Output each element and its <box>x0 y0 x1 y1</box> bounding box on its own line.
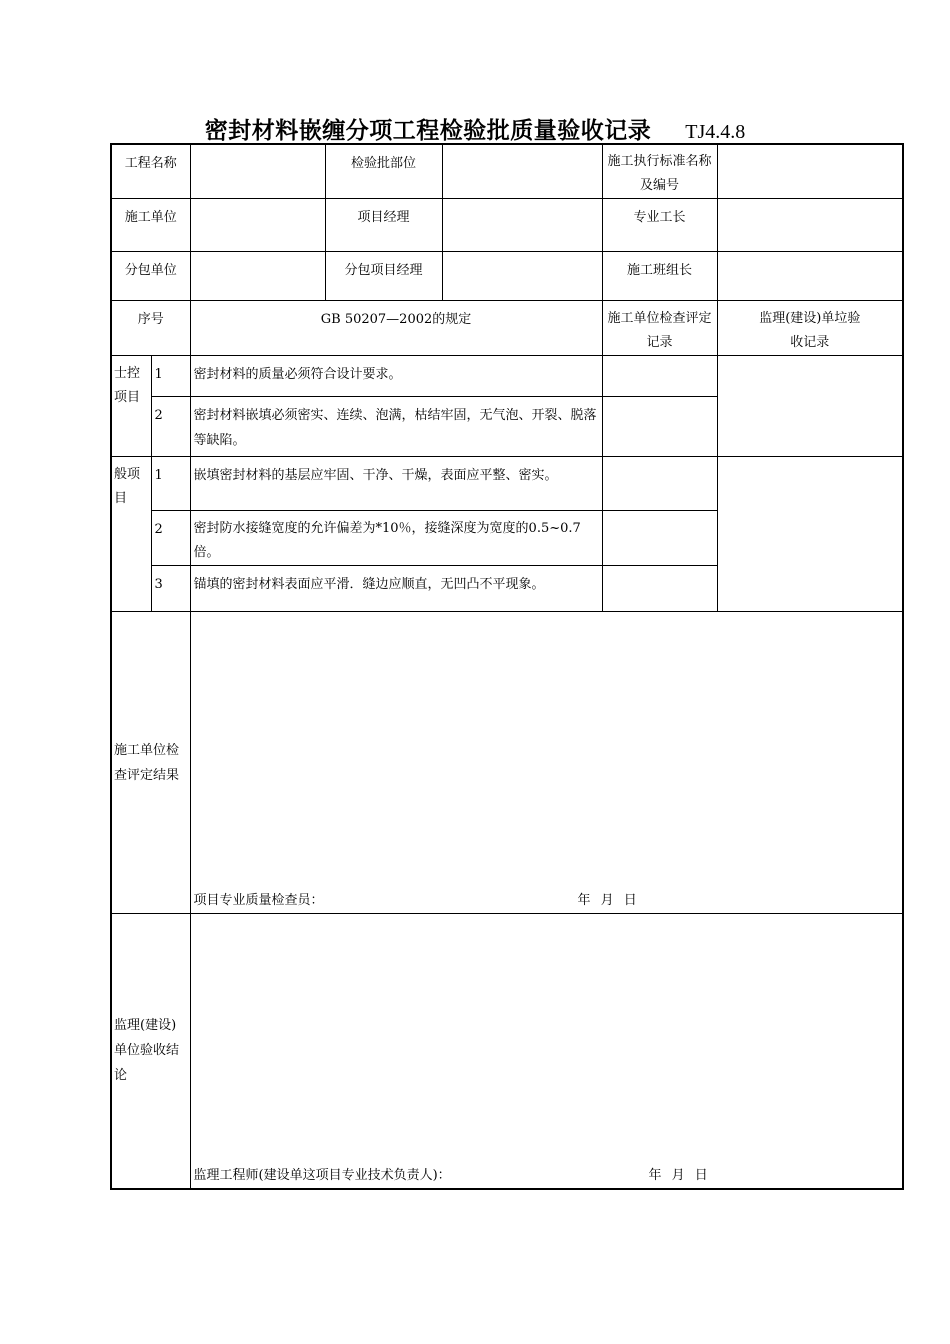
supervisor-result-label: 监理(建设)单位验收结论 <box>111 914 190 1189</box>
main-control-label: 士控项目 <box>111 356 151 457</box>
header-row-3 <box>111 252 903 301</box>
project-manager-field[interactable] <box>442 199 602 252</box>
contractor-date-label: 年 月 日 <box>577 893 637 908</box>
supervisor-date-label: 年 月 日 <box>648 1167 708 1183</box>
subcontractor-label: 分包单位 <box>111 252 190 301</box>
table-row <box>111 356 903 397</box>
quality-inspector-signature-label: 项目专业质量检查员： <box>193 893 324 908</box>
project-name-field[interactable] <box>190 144 325 199</box>
team-leader-label: 施工班组长 <box>602 252 717 301</box>
item-text: 嵌填密封材料的基层应牢固、干净、干燥，表面应平整、密实。 <box>190 457 602 511</box>
spec-header: GB 50207—2002的规定 <box>190 301 602 356</box>
page-title <box>0 112 950 145</box>
column-header-row <box>111 301 903 356</box>
supervisor-result-row <box>111 914 903 1189</box>
project-name-label: 工程名称 <box>111 144 190 199</box>
contractor-record-field[interactable] <box>602 511 717 566</box>
seq-header: 序号 <box>111 301 190 356</box>
general-label: 般项目 <box>111 457 151 612</box>
contractor-record-field[interactable] <box>602 457 717 511</box>
supervisor-result-field[interactable] <box>190 914 903 1189</box>
item-number: 3 <box>151 566 190 612</box>
inspection-part-field[interactable] <box>442 144 602 199</box>
header-row-1 <box>111 144 903 199</box>
team-leader-field[interactable] <box>717 252 903 301</box>
contractor-result-label: 施工单位检查评定结果 <box>111 612 190 914</box>
item-text: 密封材料嵌填必须密实、连续、泡满，枯结牢固，无气泡、开裂、脱落等缺陷。 <box>190 397 602 457</box>
contractor-check-header: 施工单位检查评定记录 <box>602 301 717 356</box>
standard-label: 施工执行标准名称及编号 <box>602 144 717 199</box>
table-row <box>111 457 903 511</box>
item-text: 密封防水接缝宽度的允许偏差为*10％，接缝深度为宽度的0.5~0.7倍。 <box>190 511 602 566</box>
project-manager-label: 项目经理 <box>325 199 442 252</box>
inspection-part-label: 检验批部位 <box>325 144 442 199</box>
title-main: 密封材料嵌缠分项工程检验批质量验收记录 <box>204 118 652 144</box>
standard-field[interactable] <box>717 144 903 199</box>
supervisor-record-field[interactable] <box>717 457 903 612</box>
contractor-field[interactable] <box>190 199 325 252</box>
item-number: 2 <box>151 511 190 566</box>
form-code: TJ4.4.8 <box>685 121 746 143</box>
supervisor-record-field[interactable] <box>717 356 903 457</box>
sub-manager-label: 分包项目经理 <box>325 252 442 301</box>
contractor-record-field[interactable] <box>602 566 717 612</box>
foreman-field[interactable] <box>717 199 903 252</box>
foreman-label: 专业工长 <box>602 199 717 252</box>
item-number: 1 <box>151 356 190 397</box>
item-text: 密封材料的质量必须符合设计要求。 <box>190 356 602 397</box>
contractor-record-field[interactable] <box>602 356 717 397</box>
subcontractor-field[interactable] <box>190 252 325 301</box>
item-number: 2 <box>151 397 190 457</box>
contractor-record-field[interactable] <box>602 397 717 457</box>
supervisor-check-header: 监理(建设)单垃验收记录 <box>717 301 903 356</box>
contractor-result-field[interactable] <box>190 612 903 914</box>
inspection-record-table <box>110 143 904 1190</box>
item-number: 1 <box>151 457 190 511</box>
supervising-engineer-signature-label: 监理工程师(建设单这项目专业技术负责人)： <box>193 1167 451 1183</box>
sub-manager-field[interactable] <box>442 252 602 301</box>
item-text: 锚填的密封材料表面应平滑．缝边应顺直，无凹凸不平现象。 <box>190 566 602 612</box>
header-row-2 <box>111 199 903 252</box>
contractor-label: 施工单位 <box>111 199 190 252</box>
contractor-result-row <box>111 612 903 914</box>
